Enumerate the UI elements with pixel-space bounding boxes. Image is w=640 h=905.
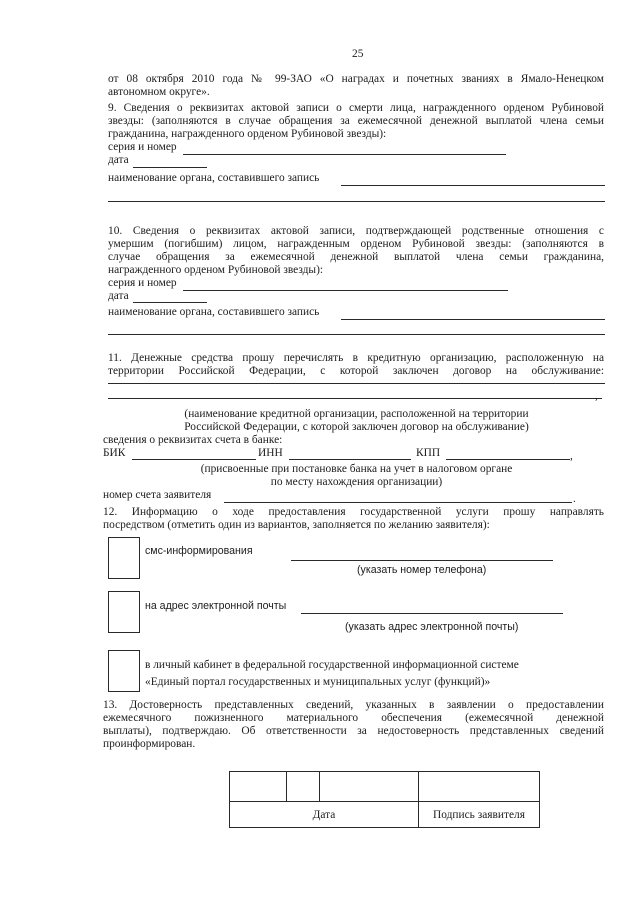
option-portal-line-2: «Единый портал государственных и муниципальных услуг (функций)» xyxy=(145,676,491,688)
option-sms-hint: (указать номер телефона) xyxy=(357,564,487,576)
section-11-line-1: 11. Денежные средства прошу перечислять в кредитную организацию, расположенную на xyxy=(108,352,604,364)
option-portal-checkbox[interactable] xyxy=(108,650,140,692)
section-12-line-1: 12. Информацию о ходе предоставления государственной услуги прошу направлять xyxy=(103,506,604,518)
s11-bank-field-1[interactable] xyxy=(108,383,605,384)
section-13-line-4: проинформирован. xyxy=(103,738,196,750)
option-email-address-field[interactable] xyxy=(301,613,563,614)
s11-inn-label: ИНН xyxy=(258,447,283,459)
s10-series-label: серия и номер xyxy=(108,277,177,289)
option-sms-phone-field[interactable] xyxy=(291,560,553,561)
intro-line-1: от 08 октября 2010 года № 99-ЗАО «О наградах и почетных званиях в Ямало-Ненецком xyxy=(108,73,604,85)
s11-account-info-label: сведения о реквизитах счета в банке: xyxy=(103,434,283,446)
s11-comma: , xyxy=(595,390,598,402)
signature-cell[interactable] xyxy=(419,772,540,802)
s9-series-label: серия и номер xyxy=(108,141,177,153)
s11-bank-field-2[interactable] xyxy=(108,398,602,399)
s10-authority-field-extra[interactable] xyxy=(108,334,605,335)
section-10-line-1: 10. Сведения о реквизитах актовой записи, подтверждающей родственные отношения с xyxy=(108,225,604,237)
s9-date-label: дата xyxy=(108,154,129,166)
s11-account-number-label: номер счета заявителя xyxy=(103,489,212,501)
section-9-line-1: 9. Сведения о реквизитах актовой записи о смерти лица, награжденного орденом Рубиновой xyxy=(108,102,604,114)
s11-kpp-field[interactable] xyxy=(446,459,570,460)
section-12-line-2: посредством (отметить один из вариантов, заполняется по желанию заявителя): xyxy=(103,519,490,531)
option-portal-line-1: в личный кабинет в федеральной государственной информационной системе xyxy=(145,659,519,671)
s11-kpp-comma: , xyxy=(570,450,573,462)
s10-series-field[interactable] xyxy=(183,290,508,291)
option-sms-checkbox[interactable] xyxy=(108,537,140,579)
option-sms-label: смс-информирования xyxy=(145,545,253,557)
s9-authority-field[interactable] xyxy=(341,185,605,186)
s9-series-field[interactable] xyxy=(183,154,506,155)
s9-date-field[interactable] xyxy=(133,167,207,168)
s9-authority-field-extra[interactable] xyxy=(108,201,605,202)
section-13-line-3: выплаты), подтверждаю. Об ответственности за недостоверность представленных сведений xyxy=(103,725,604,737)
s11-account-end: . xyxy=(573,493,576,505)
s11-bik-field[interactable] xyxy=(132,459,256,460)
section-10-line-2: умершим (погибшим) лицом, награжденным орденом Рубиновой звезды: (заполняются в xyxy=(108,238,604,250)
section-11-line-2: территории Российской Федерации, с которой заключен договор на обслуживание: xyxy=(108,365,604,377)
s11-kpp-label: КПП xyxy=(416,447,441,459)
s11-hint-1: (наименование кредитной организации, расположенной на территории xyxy=(184,408,529,420)
option-email-label: на адрес электронной почты xyxy=(145,600,287,612)
intro-line-2: автономном округе». xyxy=(108,86,210,98)
date-cell-month[interactable] xyxy=(287,772,320,802)
option-email-hint: (указать адрес электронной почты) xyxy=(345,621,519,633)
date-cell-day[interactable] xyxy=(230,772,287,802)
s10-date-label: дата xyxy=(108,290,129,302)
s10-date-field[interactable] xyxy=(133,302,207,303)
section-10-line-3: случае обращения за ежемесячной денежной выплатой члена семьи гражданина, xyxy=(108,251,604,263)
s11-hint-3: (присвоенные при постановке банка на учет в налоговом органе xyxy=(200,463,513,475)
s9-authority-label: наименование органа, составившего запись xyxy=(108,172,320,184)
s11-hint-2: Российской Федерации, с которой заключен договор на обслуживание) xyxy=(184,421,529,433)
signature-table xyxy=(229,771,540,828)
date-label: Дата xyxy=(230,802,419,828)
page-number: 25 xyxy=(352,48,364,60)
section-13-line-1: 13. Достоверность представленных сведений, указанных в заявлении о предоставлении xyxy=(103,699,604,711)
s11-hint-4: по месту нахождения организации) xyxy=(270,476,443,488)
s11-account-number-field[interactable] xyxy=(224,502,572,503)
s11-inn-field[interactable] xyxy=(289,459,411,460)
s11-bik-label: БИК xyxy=(103,447,126,459)
section-10-line-4: награжденного орденом Рубиновой звезды): xyxy=(108,264,324,276)
s10-authority-field[interactable] xyxy=(341,319,605,320)
section-9-line-2: звезды: (заполняются в случае обращения за ежемесячной денежной выплатой члена семьи xyxy=(108,115,604,127)
s10-authority-label: наименование органа, составившего запись xyxy=(108,306,320,318)
signature-label: Подпись заявителя xyxy=(419,802,540,828)
date-cell-year[interactable] xyxy=(320,772,419,802)
section-9-line-3: гражданина, награжденного орденом Рубиновой звезды): xyxy=(108,128,387,140)
section-13-line-2: ежемесячного пожизненного материального обеспечения (ежемесячной денежной xyxy=(103,712,604,724)
option-email-checkbox[interactable] xyxy=(108,591,140,633)
